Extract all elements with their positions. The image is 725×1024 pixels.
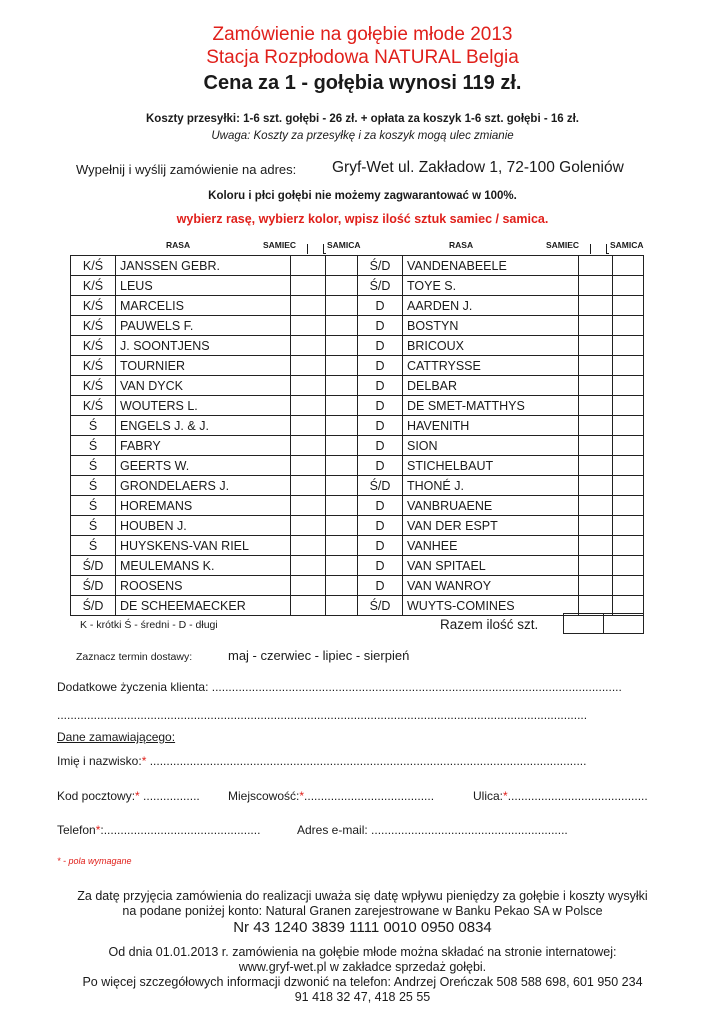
samiec-quantity-box[interactable] bbox=[291, 596, 326, 616]
name-line[interactable] bbox=[57, 754, 586, 768]
samica-quantity-box[interactable] bbox=[326, 376, 358, 396]
samiec-quantity-box[interactable] bbox=[579, 276, 613, 296]
wishes-field[interactable]: ........................................................................................................................... bbox=[211, 680, 622, 694]
samica-quantity-box[interactable] bbox=[326, 316, 358, 336]
breed-name: VANBRUAENE bbox=[403, 496, 579, 516]
breed-name: LEUS bbox=[116, 276, 291, 296]
breed-length-code: Ś/D bbox=[71, 556, 116, 576]
samiec-quantity-box[interactable] bbox=[291, 416, 326, 436]
email-line[interactable] bbox=[297, 823, 568, 837]
breed-length-code: Ś bbox=[71, 516, 116, 536]
breed-name: GRONDELAERS J. bbox=[116, 476, 291, 496]
samiec-quantity-box[interactable] bbox=[291, 516, 326, 536]
footer-line-6: 91 418 32 47, 418 25 55 bbox=[294, 990, 431, 1004]
table-row bbox=[71, 256, 644, 276]
breed-length-code: D bbox=[358, 556, 403, 576]
breed-name: GEERTS W. bbox=[116, 456, 291, 476]
station-title: Stacja Rozpłodowa NATURAL Belgia bbox=[206, 47, 519, 68]
total-samica-box[interactable] bbox=[604, 614, 644, 634]
phone-line[interactable] bbox=[57, 823, 260, 837]
samica-quantity-box[interactable] bbox=[613, 416, 644, 436]
samica-quantity-box[interactable] bbox=[326, 536, 358, 556]
samica-quantity-box[interactable] bbox=[326, 256, 358, 276]
breed-name: DELBAR bbox=[403, 376, 579, 396]
samica-quantity-box[interactable] bbox=[613, 356, 644, 376]
breed-name: BRICOUX bbox=[403, 336, 579, 356]
street-label: Ulica: bbox=[473, 789, 504, 803]
column-divider bbox=[588, 244, 591, 254]
breed-name: VAN DYCK bbox=[116, 376, 291, 396]
wishes-field-2[interactable]: ............................................................................................................................................................... bbox=[57, 708, 588, 722]
breed-length-code: K/Ś bbox=[71, 396, 116, 416]
breed-length-code: D bbox=[358, 576, 403, 596]
table-row bbox=[71, 516, 644, 536]
samiec-quantity-box[interactable] bbox=[579, 336, 613, 356]
breed-name: HOREMANS bbox=[116, 496, 291, 516]
footer-line-3: Od dnia 01.01.2013 r. zamówienia na gołębie młode można składać na stronie internatowej: bbox=[108, 945, 617, 959]
samiec-quantity-box[interactable] bbox=[579, 296, 613, 316]
column-divider bbox=[606, 244, 609, 254]
shipping-costs: Koszty przesyłki: 1-6 szt. gołębi - 26 zł. + opłata za koszyk 1-6 szt. gołębi - 16 zł. bbox=[146, 113, 579, 125]
required-star: * bbox=[299, 789, 305, 803]
breed-length-code: D bbox=[358, 436, 403, 456]
footer-line-5: Po więcej szczegółowych informacji dzwonić na telefon: Andrzej Oreńczak 508 588 698, 601 950 234 bbox=[82, 975, 643, 989]
required-star: * bbox=[503, 789, 508, 803]
color-notice: Koloru i płci gołębi nie możemy zagwarantować w 100%. bbox=[208, 190, 517, 202]
breed-name: VAN SPITAEL bbox=[403, 556, 579, 576]
breed-name: TOURNIER bbox=[116, 356, 291, 376]
breed-length-code: K/Ś bbox=[71, 256, 116, 276]
samica-quantity-box[interactable] bbox=[326, 516, 358, 536]
samica-quantity-box[interactable] bbox=[326, 556, 358, 576]
samica-quantity-box[interactable] bbox=[326, 296, 358, 316]
wishes-label: Dodatkowe życzenia klienta: bbox=[57, 680, 209, 694]
breed-length-code: K/Ś bbox=[71, 316, 116, 336]
footer-line-4: www.gryf-wet.pl w zakładce sprzedaż gołębi. bbox=[238, 960, 487, 974]
breed-name: VANDENABEELE bbox=[403, 256, 579, 276]
breed-name: J. SOONTJENS bbox=[116, 336, 291, 356]
samiec-quantity-box[interactable] bbox=[579, 436, 613, 456]
samiec-quantity-box[interactable] bbox=[291, 296, 326, 316]
costs-notice: Uwaga: Koszty za przesyłkę i za koszyk mogą ulec zmianie bbox=[211, 130, 514, 142]
breed-length-code: K/Ś bbox=[71, 336, 116, 356]
column-header-samiec-left: SAMIEC bbox=[263, 240, 297, 250]
samica-quantity-box[interactable] bbox=[326, 436, 358, 456]
samica-quantity-box[interactable] bbox=[326, 276, 358, 296]
breed-name: STICHELBAUT bbox=[403, 456, 579, 476]
column-header-samiec-right: SAMIEC bbox=[546, 240, 580, 250]
breed-name: JANSSEN GEBR. bbox=[116, 256, 291, 276]
breed-length-code: Ś bbox=[71, 456, 116, 476]
postal-line[interactable] bbox=[57, 789, 200, 803]
samica-quantity-box[interactable] bbox=[613, 256, 644, 276]
breed-name: TOYE S. bbox=[403, 276, 579, 296]
breed-length-code: K/Ś bbox=[71, 376, 116, 396]
samiec-quantity-box[interactable] bbox=[291, 256, 326, 276]
breed-name: WUYTS-COMINES bbox=[403, 596, 579, 616]
samiec-quantity-box[interactable] bbox=[291, 556, 326, 576]
samiec-quantity-box[interactable] bbox=[579, 376, 613, 396]
samiec-quantity-box[interactable] bbox=[579, 516, 613, 536]
breed-name: VAN WANROY bbox=[403, 576, 579, 596]
breed-name: HAVENITH bbox=[403, 416, 579, 436]
breed-name: BOSTYN bbox=[403, 316, 579, 336]
length-legend: K - krótki Ś - średni - D - długi bbox=[80, 619, 218, 631]
breed-length-code: D bbox=[358, 336, 403, 356]
table-row bbox=[71, 276, 644, 296]
samiec-quantity-box[interactable] bbox=[291, 396, 326, 416]
required-star: * bbox=[141, 754, 147, 768]
street-field[interactable]: .......................................... bbox=[507, 789, 648, 803]
samica-quantity-box[interactable] bbox=[613, 436, 644, 456]
delivery-term-label: Zaznacz termin dostawy: bbox=[76, 651, 193, 663]
orderer-heading: Dane zamawiającego: bbox=[57, 730, 176, 744]
street-line[interactable] bbox=[473, 789, 648, 803]
phone-field[interactable]: :............................................... bbox=[100, 823, 261, 837]
name-label: Imię i nazwisko: bbox=[57, 754, 142, 768]
breed-length-code: Ś bbox=[71, 436, 116, 456]
required-star: * bbox=[135, 789, 140, 803]
footer-line-2: na podane poniżej konto: Natural Granen zarejestrowane w Banku Pekao SA w Polsce bbox=[122, 904, 603, 918]
samiec-quantity-box[interactable] bbox=[291, 496, 326, 516]
required-star: * bbox=[95, 823, 101, 837]
total-boxes bbox=[563, 613, 644, 634]
name-field[interactable]: ................................................................................................................................... bbox=[149, 754, 587, 768]
phone-label: Telefon bbox=[57, 823, 96, 837]
samiec-quantity-box[interactable] bbox=[579, 456, 613, 476]
samica-quantity-box[interactable] bbox=[613, 516, 644, 536]
samiec-quantity-box[interactable] bbox=[291, 356, 326, 376]
city-field[interactable]: ....................................... bbox=[304, 789, 435, 803]
samiec-quantity-box[interactable] bbox=[291, 336, 326, 356]
required-note: * - pola wymagane bbox=[57, 856, 132, 866]
samica-quantity-box[interactable] bbox=[613, 536, 644, 556]
table-row bbox=[71, 416, 644, 436]
breed-name: FABRY bbox=[116, 436, 291, 456]
breed-length-code: K/Ś bbox=[71, 356, 116, 376]
breed-length-code: D bbox=[358, 456, 403, 476]
breed-length-code: Ś/D bbox=[358, 596, 403, 616]
city-label: Miejscowość: bbox=[228, 789, 300, 803]
samiec-quantity-box[interactable] bbox=[291, 536, 326, 556]
column-header-samica-right: SAMICA bbox=[610, 240, 644, 250]
breed-name: VAN DER ESPT bbox=[403, 516, 579, 536]
breed-length-code: D bbox=[358, 516, 403, 536]
breed-name: DE SCHEEMAECKER bbox=[116, 596, 291, 616]
breed-length-code: Ś bbox=[71, 476, 116, 496]
samica-quantity-box[interactable] bbox=[613, 276, 644, 296]
samica-quantity-box[interactable] bbox=[326, 396, 358, 416]
samiec-quantity-box[interactable] bbox=[579, 496, 613, 516]
breed-length-code: Ś bbox=[71, 536, 116, 556]
breed-name: DE SMET-MATTHYS bbox=[403, 396, 579, 416]
breed-length-code: Ś/D bbox=[71, 596, 116, 616]
address-value: Gryf-Wet ul. Zakładow 1, 72-100 Goleniów bbox=[332, 159, 624, 176]
samiec-quantity-box[interactable] bbox=[291, 376, 326, 396]
breed-length-code: D bbox=[358, 376, 403, 396]
postal-field[interactable]: ................. bbox=[139, 789, 200, 803]
column-header-rasa-left: RASA bbox=[166, 240, 191, 250]
samiec-quantity-box[interactable] bbox=[291, 576, 326, 596]
samica-quantity-box[interactable] bbox=[613, 456, 644, 476]
table-row bbox=[71, 596, 644, 616]
table-row bbox=[71, 436, 644, 456]
table-row bbox=[71, 396, 644, 416]
wishes-line[interactable] bbox=[57, 680, 622, 694]
breed-name: AARDEN J. bbox=[403, 296, 579, 316]
samica-quantity-box[interactable] bbox=[613, 316, 644, 336]
breed-length-code: Ś bbox=[71, 496, 116, 516]
city-line[interactable] bbox=[228, 789, 434, 803]
samiec-quantity-box[interactable] bbox=[291, 456, 326, 476]
samica-quantity-box[interactable] bbox=[613, 336, 644, 356]
samiec-quantity-box[interactable] bbox=[291, 476, 326, 496]
delivery-term-options[interactable]: maj - czerwiec - lipiec - sierpień bbox=[228, 648, 410, 663]
price-title: Cena za 1 - gołębia wynosi 119 zł. bbox=[203, 72, 522, 94]
breed-length-code: Ś/D bbox=[71, 576, 116, 596]
breed-length-code: D bbox=[358, 356, 403, 376]
breed-order-table bbox=[70, 255, 644, 616]
table-row bbox=[71, 356, 644, 376]
samiec-quantity-box[interactable] bbox=[579, 536, 613, 556]
column-header-rasa-right: RASA bbox=[449, 240, 474, 250]
samiec-quantity-box[interactable] bbox=[579, 396, 613, 416]
samiec-quantity-box[interactable] bbox=[579, 316, 613, 336]
samiec-quantity-box[interactable] bbox=[579, 416, 613, 436]
table-row bbox=[71, 336, 644, 356]
samica-quantity-box[interactable] bbox=[613, 296, 644, 316]
table-row bbox=[71, 456, 644, 476]
breed-name: VANHEE bbox=[403, 536, 579, 556]
breed-name: MARCELIS bbox=[116, 296, 291, 316]
instruction: wybierz rasę, wybierz kolor, wpisz ilość sztuk samiec / samica. bbox=[176, 212, 549, 226]
column-divider bbox=[305, 244, 308, 254]
breed-length-code: Ś/D bbox=[358, 276, 403, 296]
samica-quantity-box[interactable] bbox=[326, 576, 358, 596]
breed-length-code: Ś bbox=[71, 416, 116, 436]
table-row bbox=[71, 296, 644, 316]
breed-name: WOUTERS L. bbox=[116, 396, 291, 416]
breed-length-code: D bbox=[358, 496, 403, 516]
samiec-quantity-box[interactable] bbox=[579, 256, 613, 276]
breed-name: THONÉ J. bbox=[403, 476, 579, 496]
samica-quantity-box[interactable] bbox=[326, 336, 358, 356]
samica-quantity-box[interactable] bbox=[613, 376, 644, 396]
table-row bbox=[71, 376, 644, 396]
samica-quantity-box[interactable] bbox=[613, 396, 644, 416]
address-label: Wypełnij i wyślij zamówienie na adres: bbox=[76, 162, 297, 177]
samica-quantity-box[interactable] bbox=[613, 576, 644, 596]
email-field[interactable]: ........................................................... bbox=[371, 823, 568, 837]
breed-length-code: D bbox=[358, 416, 403, 436]
samiec-quantity-box[interactable] bbox=[579, 356, 613, 376]
samica-quantity-box[interactable] bbox=[613, 476, 644, 496]
breed-name: CATTRYSSE bbox=[403, 356, 579, 376]
samiec-quantity-box[interactable] bbox=[291, 276, 326, 296]
breed-name: HOUBEN J. bbox=[116, 516, 291, 536]
samica-quantity-box[interactable] bbox=[326, 496, 358, 516]
table-row bbox=[71, 316, 644, 336]
order-title: Zamówienie na gołębie młode 2013 bbox=[212, 24, 513, 45]
column-divider bbox=[323, 244, 326, 254]
breed-name: HUYSKENS-VAN RIEL bbox=[116, 536, 291, 556]
breed-length-code: D bbox=[358, 536, 403, 556]
footer-line-1: Za datę przyjęcia zamówienia do realizacji uważa się datę wpływu pieniędzy za gołębie i koszty wysyłki bbox=[77, 889, 648, 903]
samiec-quantity-box[interactable] bbox=[291, 316, 326, 336]
email-label: Adres e-mail: bbox=[297, 823, 368, 837]
breed-length-code: D bbox=[358, 396, 403, 416]
samica-quantity-box[interactable] bbox=[613, 496, 644, 516]
breed-name: ROOSENS bbox=[116, 576, 291, 596]
samiec-quantity-box[interactable] bbox=[579, 556, 613, 576]
breed-name: SION bbox=[403, 436, 579, 456]
samiec-quantity-box[interactable] bbox=[579, 576, 613, 596]
samica-quantity-box[interactable] bbox=[326, 596, 358, 616]
total-label: Razem ilość szt. bbox=[440, 617, 539, 632]
total-samiec-box[interactable] bbox=[564, 614, 604, 634]
breed-length-code: D bbox=[358, 296, 403, 316]
samica-quantity-box[interactable] bbox=[326, 456, 358, 476]
breed-length-code: K/Ś bbox=[71, 276, 116, 296]
samiec-quantity-box[interactable] bbox=[579, 476, 613, 496]
breed-name: ENGELS J. & J. bbox=[116, 416, 291, 436]
table-row bbox=[71, 476, 644, 496]
samica-quantity-box[interactable] bbox=[326, 416, 358, 436]
table-row bbox=[71, 536, 644, 556]
table-row bbox=[71, 496, 644, 516]
samica-quantity-box[interactable] bbox=[326, 476, 358, 496]
samiec-quantity-box[interactable] bbox=[291, 436, 326, 456]
samica-quantity-box[interactable] bbox=[326, 356, 358, 376]
breed-name: MEULEMANS K. bbox=[116, 556, 291, 576]
breed-length-code: K/Ś bbox=[71, 296, 116, 316]
samica-quantity-box[interactable] bbox=[613, 556, 644, 576]
breed-length-code: Ś/D bbox=[358, 256, 403, 276]
postal-label: Kod pocztowy: bbox=[57, 789, 136, 803]
table-row bbox=[71, 556, 644, 576]
breed-name: PAUWELS F. bbox=[116, 316, 291, 336]
table-row bbox=[71, 576, 644, 596]
breed-length-code: Ś/D bbox=[358, 476, 403, 496]
bank-account: Nr 43 1240 3839 1111 0010 0950 0834 bbox=[233, 919, 492, 936]
column-header-samica-left: SAMICA bbox=[327, 240, 361, 250]
breed-length-code: D bbox=[358, 316, 403, 336]
